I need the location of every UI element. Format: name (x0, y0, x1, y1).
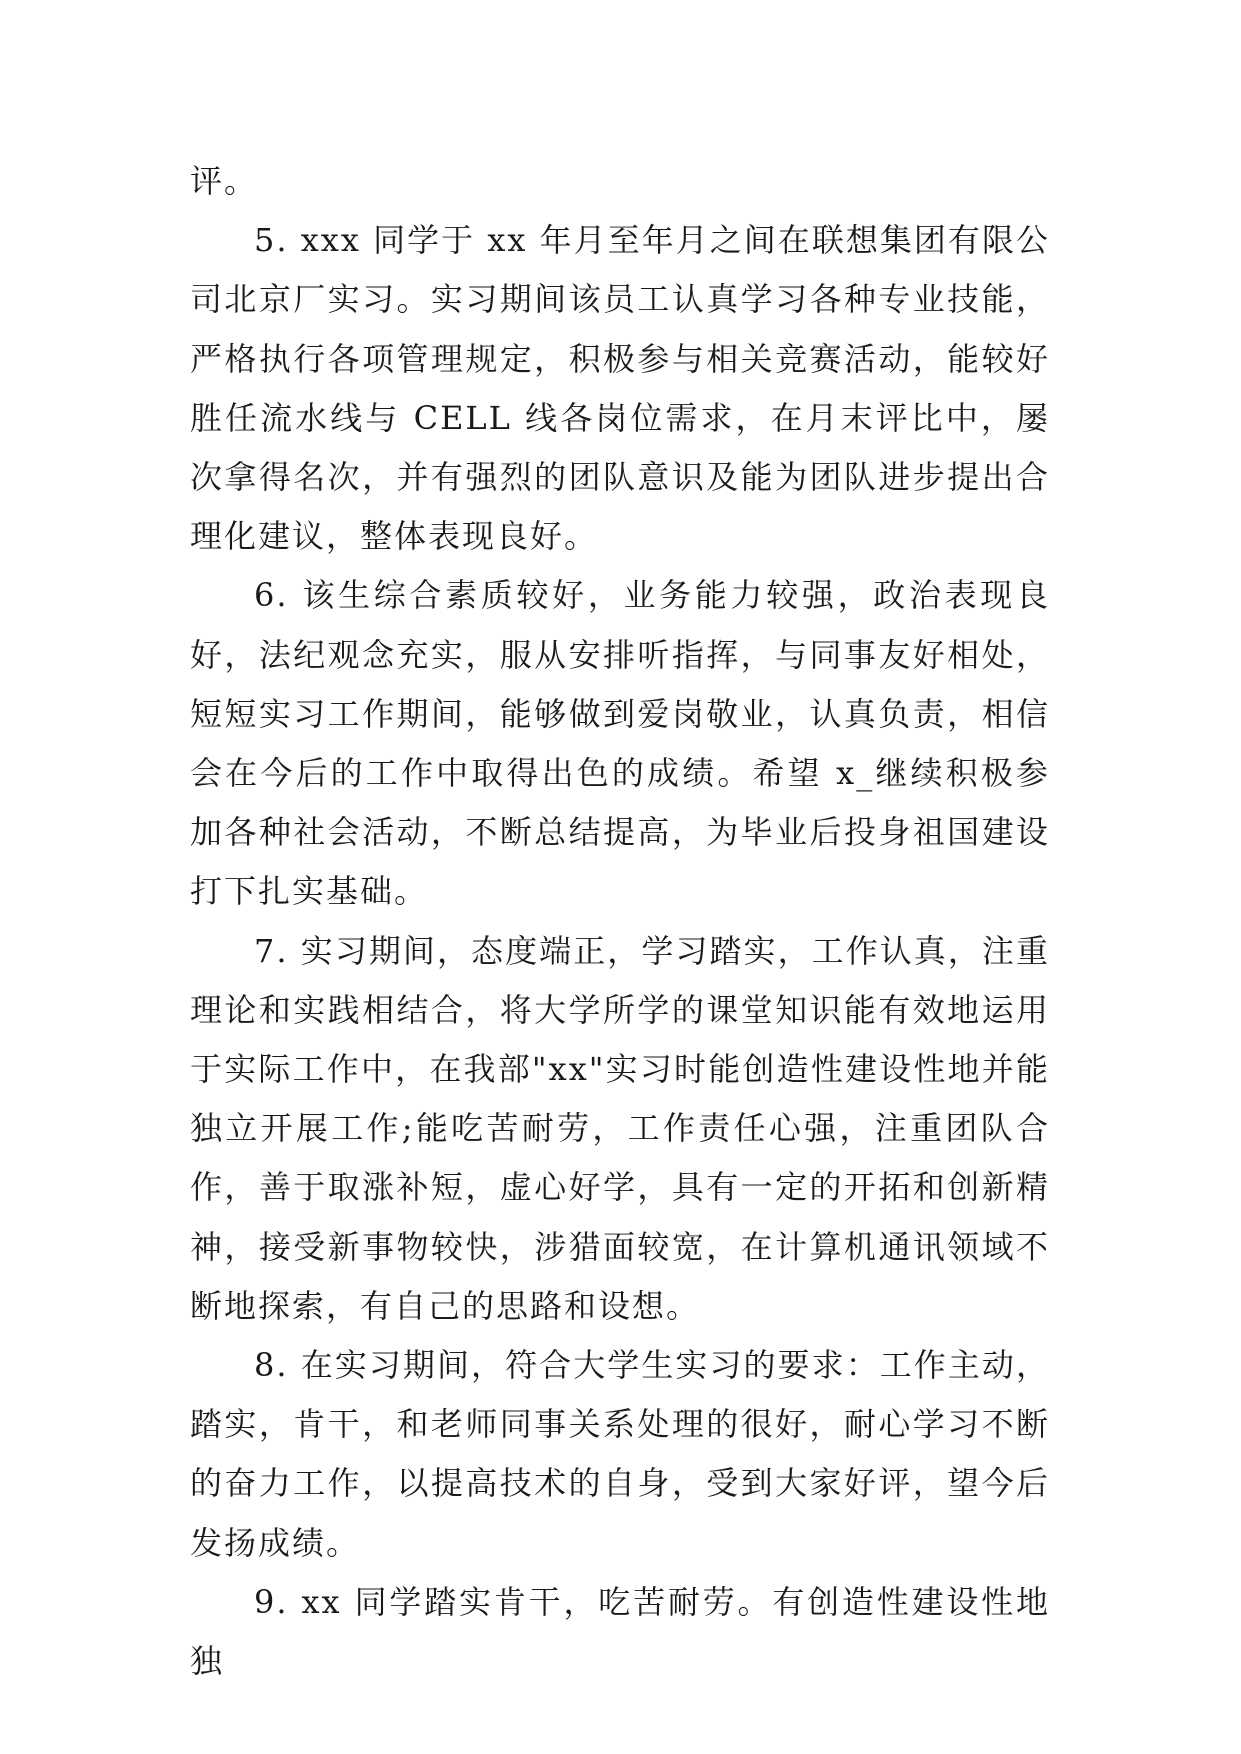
document-body (190, 152, 1050, 1691)
paragraph-item-8: 8. 在实习期间，符合大学生实习的要求：工作主动，踏实，肯干，和老师同事关系处理的很好，耐心学习不断的奋力工作，以提高技术的自身，受到大家好评，望今后发扬成绩。 (190, 1346, 1050, 1562)
paragraph-item-6: 6. 该生综合素质较好，业务能力较强，政治表现良好，法纪观念充实，服从安排听指挥，与同事友好相处，短短实习工作期间，能够做到爱岗敬业，认真负责，相信会在今后的工作中取得出色的成绩。希望 x_继续积极参加各种社会活动，不断总结提高，为毕业后投身祖国建设打下扎实基础。 (190, 576, 1050, 911)
paragraph-item-7: 7. 实习期间，态度端正，学习踏实，工作认真，注重理论和实践相结合，将大学所学的课堂知识能有效地运用于实际工作中，在我部"xx"实习时能创造性建设性地并能独立开展工作;能吃苦耐劳，工作责任心强，注重团队合作，善于取涨补短，虚心好学，具有一定的开拓和创新精神，接受新事物较快，涉猎面较宽，在计算机通讯领域不断地探索，有自己的思路和设想。 (190, 931, 1050, 1325)
paragraph-item-5: 5. xxx 同学于 xx 年月至年月之间在联想集团有限公司北京厂实习。实习期间该员工认真学习各种专业技能，严格执行各项管理规定，积极参与相关竞赛活动，能较好胜任流水线与 CELL 线各岗位需求，在月末评比中，屡次拿得名次，并有强烈的团队意识及能为团队进步提出合理化建议，整体表现良好。 (190, 221, 1050, 556)
paragraph-item-9: 9. xx 同学踏实肯干，吃苦耐劳。有创造性建设性地独 (190, 1582, 1050, 1681)
paragraph-continuation: 评。 (190, 162, 259, 200)
